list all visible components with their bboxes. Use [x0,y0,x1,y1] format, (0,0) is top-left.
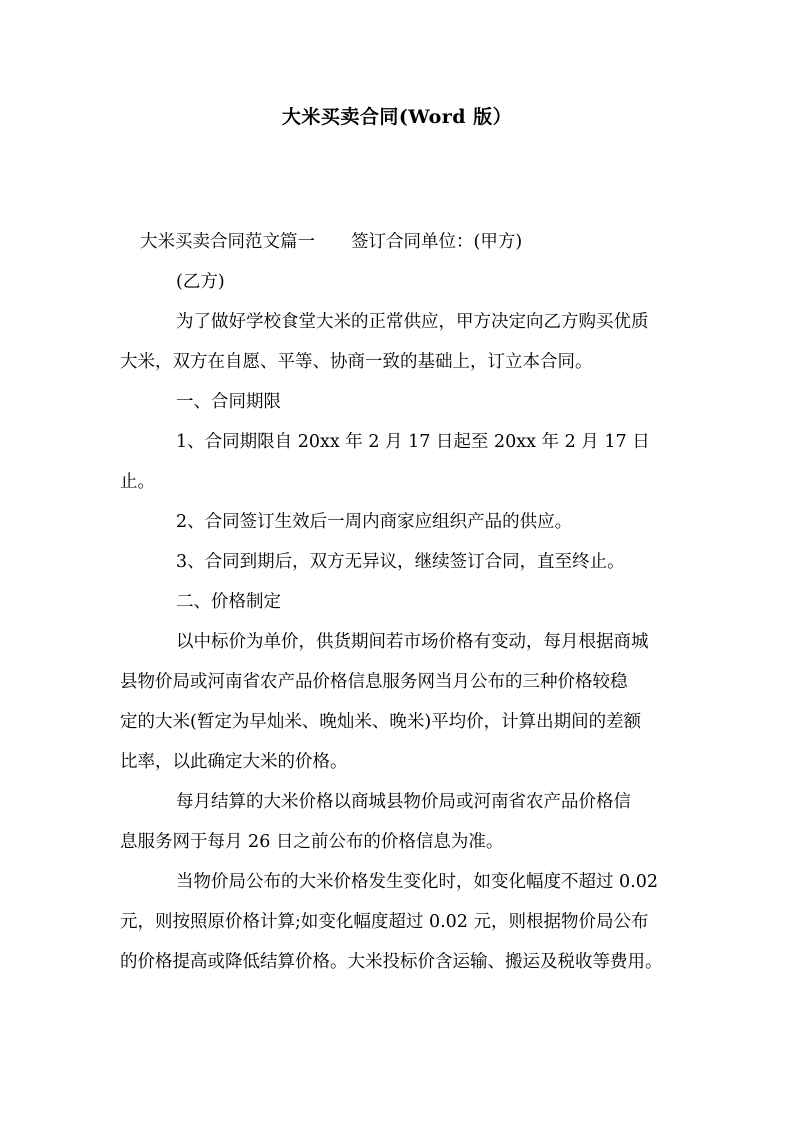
list-item-continuation: 止。 [120,472,155,492]
section-heading: 二、价格制定 [176,592,281,612]
list-item: 3、合同到期后，双方无异议，继续签订合同，直至终止。 [176,552,625,572]
party-b-line: (乙方) [176,272,225,292]
paragraph-line: 大米，双方在自愿、平等、协商一致的基础上，订立本合同。 [120,352,593,372]
paragraph-line: 县物价局或河南省农产品价格信息服务网当月公布的三种价格较稳 [120,672,628,692]
intro-line [120,222,676,262]
paragraph-line: 的价格提高或降低结算价格。大米投标价含运输、搬运及税收等费用。 [120,952,663,972]
paragraph-line: 为了做好学校食堂大米的正常供应，甲方决定向乙方购买优质 [176,312,649,332]
list-item: 1、合同期限自 20xx 年 2 月 17 日起至 20xx 年 2 月 17 日 [176,432,650,452]
paragraph-line: 每月结算的大米价格以商城县物价局或河南省农产品价格信 [176,792,631,812]
document-title: 大米买卖合同(Word 版） [281,106,513,128]
paragraph-line: 以中标价为单价，供货期间若市场价格有变动，每月根据商城 [176,632,649,652]
paragraph-line: 当物价局公布的大米价格发生变化时，如变化幅度不超过 0.02 [176,872,659,892]
signing-label: 签订合同单位：(甲方) [351,232,523,252]
paragraph-line: 定的大米(暂定为早灿米、晚灿米、晚米)平均价，计算出期间的差额 [120,712,642,732]
paragraph-line: 元，则按照原价格计算;如变化幅度超过 0.02 元，则根据物价局公布 [120,912,649,932]
intro-heading: 大米买卖合同范文篇一 [140,232,315,252]
paragraph-line: 比率，以此确定大米的价格。 [120,752,348,772]
paragraph-line: 息服务网于每月 26 日之前公布的价格信息为准。 [120,832,504,852]
list-item: 2、合同签订生效后一周内商家应组织产品的供应。 [176,512,573,532]
section-heading: 一、合同期限 [176,392,281,412]
document-body [120,222,676,982]
